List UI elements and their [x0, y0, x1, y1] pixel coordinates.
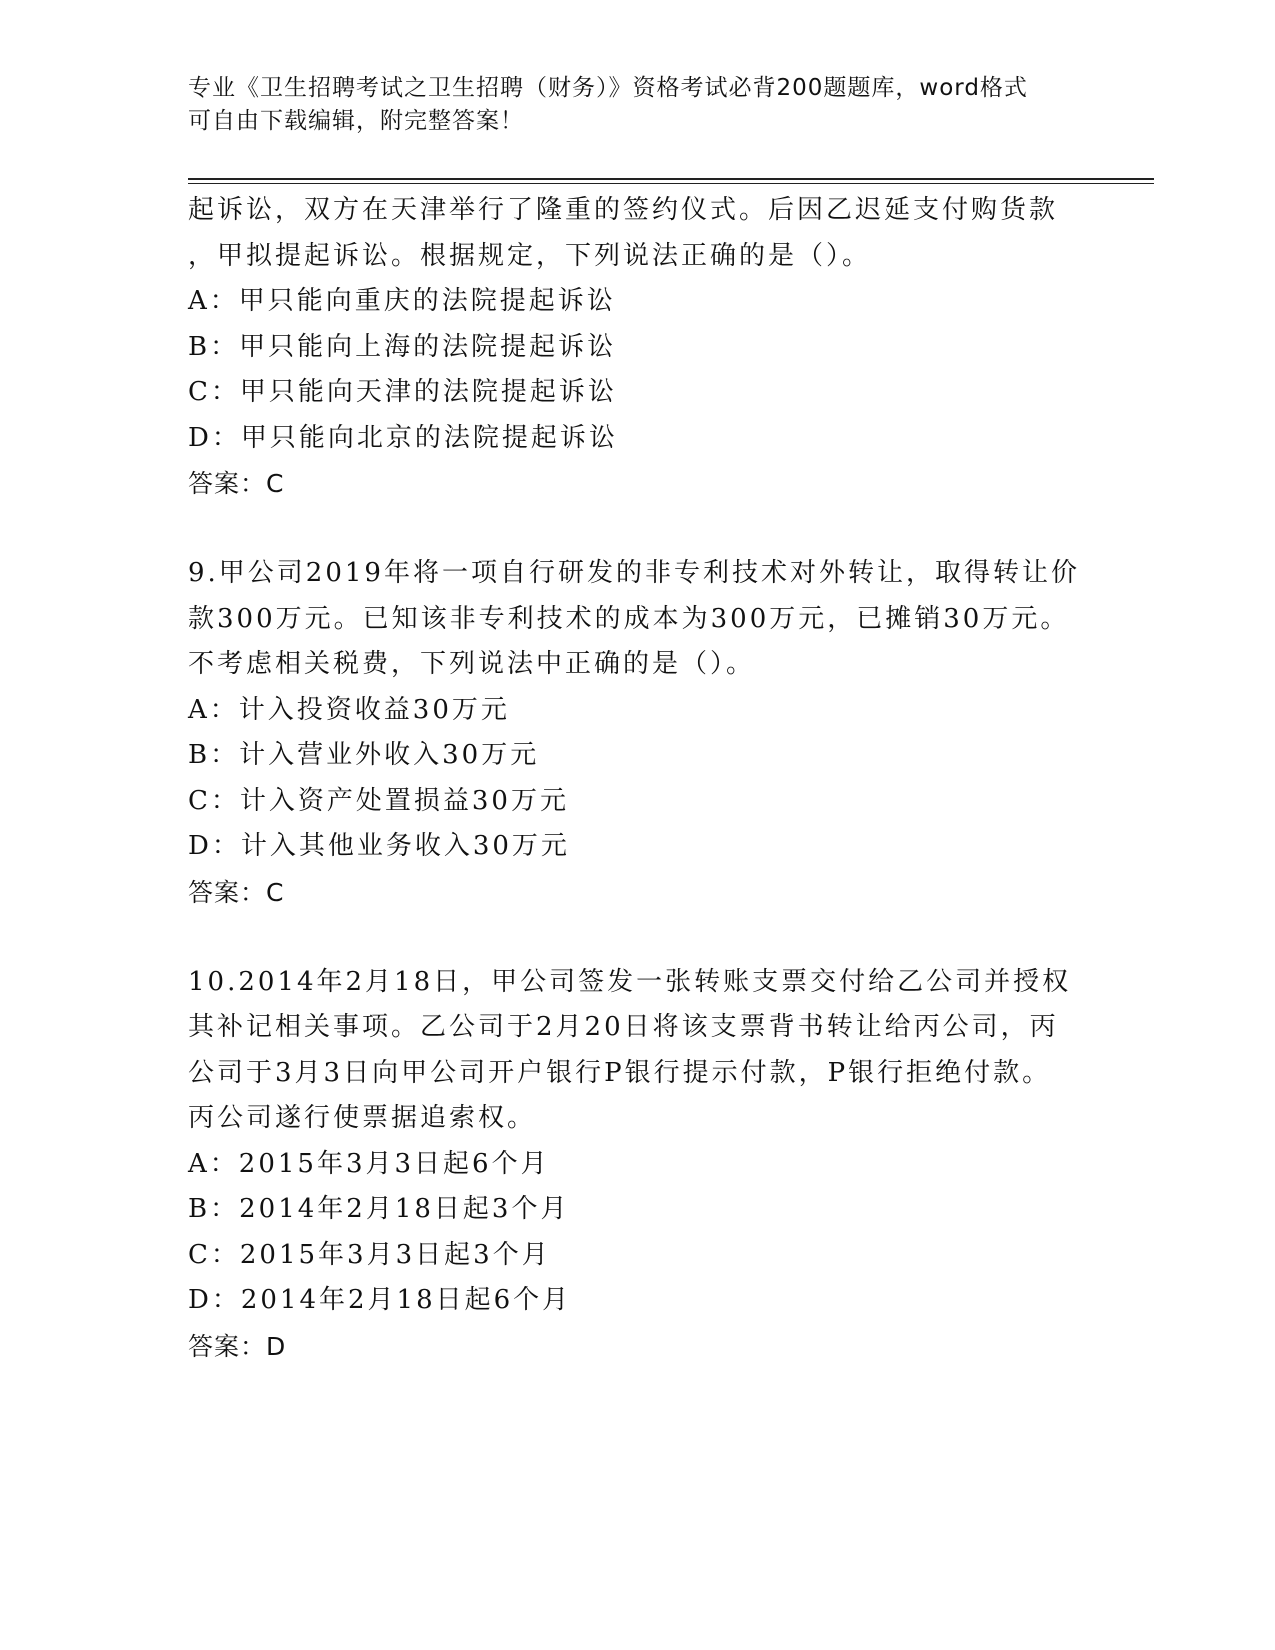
header-divider-thin [188, 183, 1154, 184]
option-a: A：2015年3月3日起6个月 [188, 1148, 550, 1179]
question-spacer [188, 507, 1088, 551]
header-title-line-1: 专业《卫生招聘考试之卫生招聘（财务）》资格考试必背200题题库，word格式 [188, 75, 1028, 101]
option-a: A：计入投资收益30万元 [188, 694, 510, 725]
answer-line: 答案：C [188, 877, 285, 907]
header-title-line-2: 可自由下载编辑，附完整答案！ [188, 108, 524, 134]
option-c: C：2015年3月3日起3个月 [188, 1239, 551, 1270]
question-stem-line: 不考虑相关税费，下列说法中正确的是（）。 [188, 649, 756, 679]
question-9 [188, 551, 1088, 916]
question-stem-line: 9.甲公司2019年将一项自行研发的非专利技术对外转让，取得转让价 [188, 558, 1080, 588]
question-stem-line: 公司于3月3日向甲公司开户银行P银行提示付款，P银行拒绝付款。 [188, 1057, 1052, 1088]
option-c: C：甲只能向天津的法院提起诉讼 [188, 377, 617, 407]
answer-line: 答案：D [188, 1331, 287, 1361]
document-header [188, 72, 1088, 138]
answer-line: 答案：C [188, 469, 285, 498]
option-c: C：计入资产处置损益30万元 [188, 785, 569, 816]
question-stem-line: 起诉讼，双方在天津举行了隆重的签约仪式。后因乙迟延支付购货款 [188, 195, 1059, 225]
question-spacer [188, 916, 1088, 960]
option-b: B：2014年2月18日起3个月 [188, 1194, 570, 1224]
header-divider-thick [188, 178, 1154, 180]
option-d: D：甲只能向北京的法院提起诉讼 [188, 422, 618, 453]
option-b: B：甲只能向上海的法院提起诉讼 [188, 331, 617, 362]
question-10 [188, 960, 1088, 1370]
question-stem-line: 10.2014年2月18日，甲公司签发一张转账支票交付给乙公司并授权 [188, 966, 1072, 997]
question-stem-line: 其补记相关事项。乙公司于2月20日将该支票背书转让给丙公司，丙 [188, 1012, 1059, 1042]
question-stem-line: 款300万元。已知该非专利技术的成本为300万元，已摊销30万元。 [188, 603, 1070, 634]
option-b: B：计入营业外收入30万元 [188, 740, 540, 770]
question-list [188, 188, 1088, 1370]
question-stem-line: 丙公司遂行使票据追索权。 [188, 1103, 537, 1133]
question-stem-line: ，甲拟提起诉讼。根据规定，下列说法正确的是（）。 [188, 240, 872, 271]
option-d: D：2014年2月18日起6个月 [188, 1285, 572, 1315]
option-d: D：计入其他业务收入30万元 [188, 831, 570, 861]
option-a: A：甲只能向重庆的法院提起诉讼 [188, 286, 616, 316]
question-8 [188, 188, 1088, 507]
